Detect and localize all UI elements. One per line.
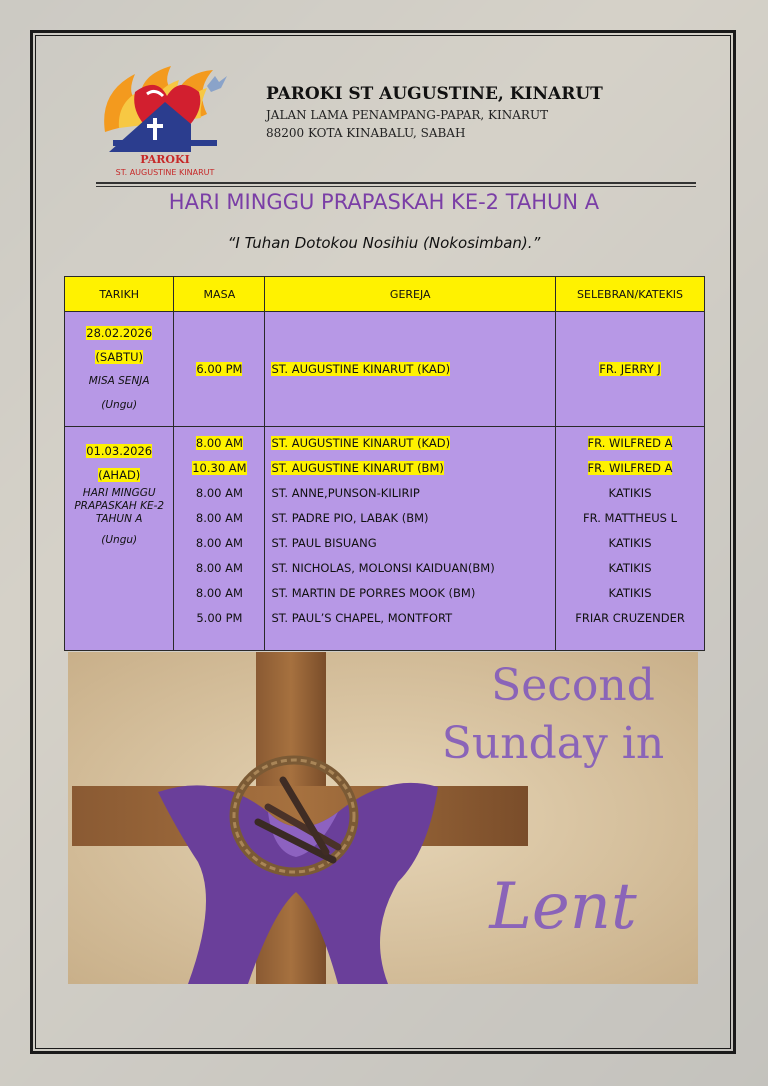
time-cell: [174, 427, 265, 651]
header-tarikh: TARIKH: [65, 277, 174, 312]
header-gereja: GEREJA: [265, 277, 556, 312]
time: 8.00 AM: [195, 536, 243, 550]
church: ST. PAUL’S CHAPEL, MONTFORT: [271, 611, 453, 625]
celebrant: FR. JERRY J: [599, 362, 661, 376]
time: 10.30 AM: [192, 461, 247, 475]
celebrant-cell: [556, 427, 705, 651]
date-cell: [65, 427, 174, 651]
church: ST. PAUL BISUANG: [271, 536, 377, 550]
time: 8.00 AM: [195, 511, 243, 525]
lent-text-sunday-in: Sunday in: [441, 718, 665, 769]
header-divider-thin: [96, 186, 696, 187]
church-cell: [265, 312, 556, 427]
church: ST. AUGUSTINE KINARUT (BM): [271, 461, 444, 475]
celebrant-cell: [556, 312, 705, 427]
description: MISA SENJA: [88, 375, 150, 387]
time: 6.00 PM: [196, 362, 243, 376]
liturgical-color: (Ungu): [101, 534, 138, 546]
celebrant: KATIKIS: [608, 561, 652, 575]
logo-text-parish: ST. AUGUSTINE KINARUT: [115, 168, 215, 177]
date: 01.03.2026: [86, 444, 153, 458]
mass-schedule-table: [64, 276, 705, 651]
address-line-2: 88200 KOTA KINABALU, SABAH: [266, 126, 466, 140]
celebrant: KATIKIS: [608, 536, 652, 550]
celebrant: KATIKIS: [608, 586, 652, 600]
table-row: [65, 427, 705, 651]
date: 28.02.2026: [86, 326, 153, 340]
lent-text-second: Second: [491, 660, 655, 711]
celebrant: FRIAR CRUZENDER: [575, 611, 685, 625]
church: ST. MARTIN DE PORRES MOOK (BM): [271, 586, 476, 600]
header-masa: MASA: [174, 277, 265, 312]
table-header-row: [65, 277, 705, 312]
day: (AHAD): [98, 468, 141, 482]
address-line-1: JALAN LAMA PENAMPANG-PAPAR, KINARUT: [266, 108, 549, 122]
liturgical-color: (Ungu): [101, 399, 138, 411]
header-selebran: SELEBRAN/KATEKIS: [556, 277, 705, 312]
church: ST. AUGUSTINE KINARUT (KAD): [271, 436, 451, 450]
page-title: HARI MINGGU PRAPASKAH KE-2 TAHUN A: [168, 190, 600, 214]
scripture-quote: “I Tuhan Dotokou Nosihiu (Nokosimban).”: [227, 234, 541, 252]
parish-logo: [95, 62, 235, 180]
lent-text-lent: Lent: [489, 870, 637, 944]
description: HARI MINGGU PRAPASKAH KE-2 TAHUN A: [74, 487, 165, 525]
church: ST. ANNE,PUNSON-KILIRIP: [271, 486, 420, 500]
time: 5.00 PM: [196, 611, 243, 625]
church: ST. PADRE PIO, LABAK (BM): [271, 511, 429, 525]
logo-text-paroki: PAROKI: [140, 153, 190, 166]
date-cell: [65, 312, 174, 427]
time: 8.00 AM: [195, 561, 243, 575]
time: 8.00 AM: [195, 436, 243, 450]
celebrant: FR. WILFRED A: [587, 436, 673, 450]
celebrant: FR. WILFRED A: [587, 461, 673, 475]
time: 8.00 AM: [195, 586, 243, 600]
celebrant: FR. MATTHEUS L: [583, 511, 677, 525]
lent-banner-image: [68, 652, 698, 984]
time-cell: [174, 312, 265, 427]
header-divider: [96, 182, 696, 184]
day: (SABTU): [95, 350, 144, 364]
church: ST. AUGUSTINE KINARUT (KAD): [271, 362, 451, 376]
church: ST. NICHOLAS, MOLONSI KAIDUAN(BM): [271, 561, 495, 575]
table-row: [65, 312, 705, 427]
church-cell: [265, 427, 556, 651]
time: 8.00 AM: [195, 486, 243, 500]
celebrant: KATIKIS: [608, 486, 652, 500]
parish-name: PAROKI ST AUGUSTINE, KINARUT: [266, 84, 603, 104]
